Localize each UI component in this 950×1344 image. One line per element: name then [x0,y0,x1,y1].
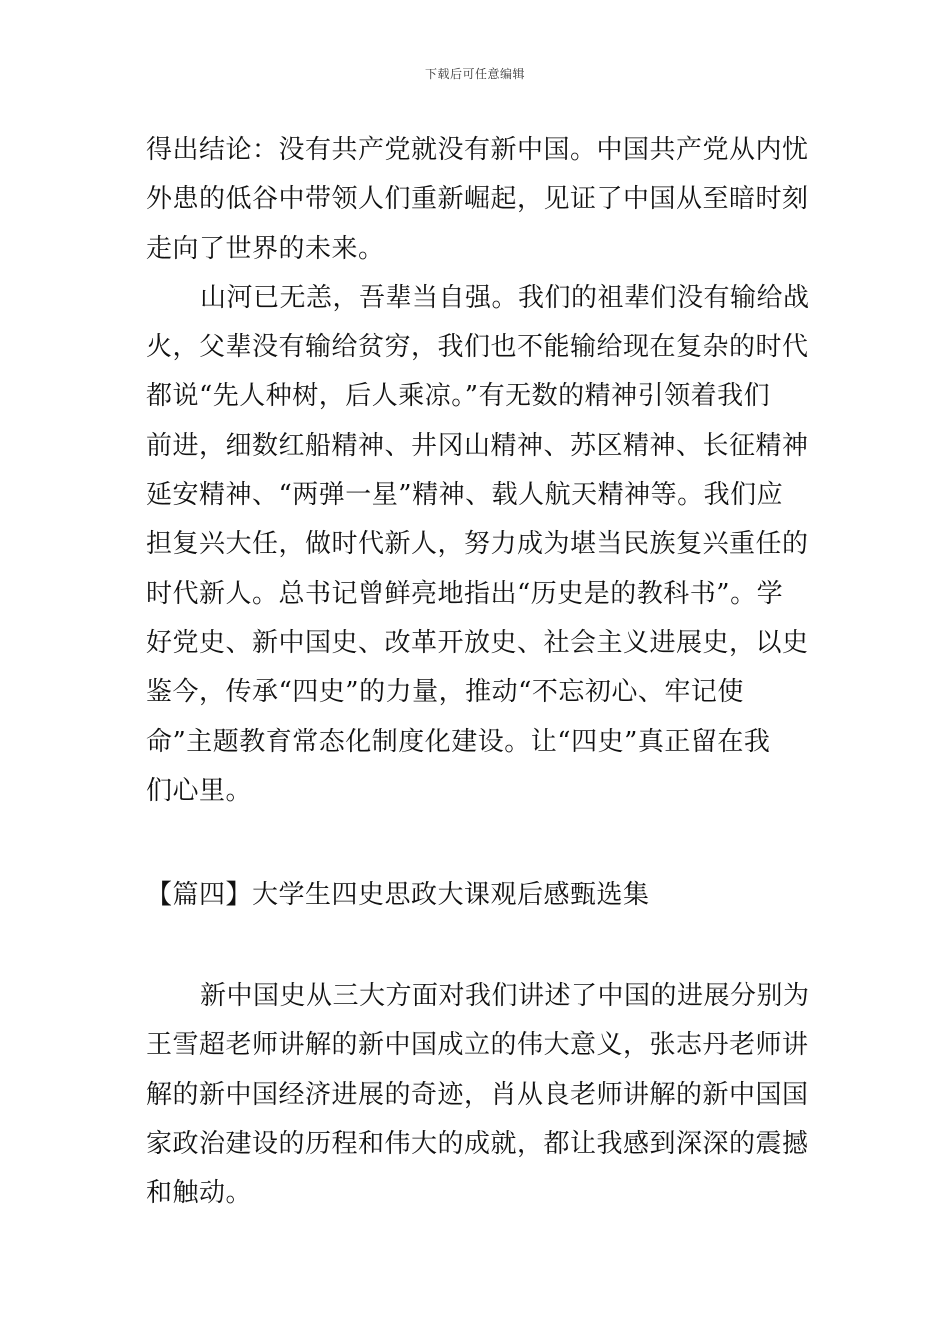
text-line: 鉴今，传承“四史”的力量，推动“不忘初心、牢记使 [146,677,744,708]
text-line: 火，父辈没有输给贫穷，我们也不能输给现在复杂的时代 [146,332,809,363]
paragraph-1 [146,126,810,274]
text-line: 王雪超老师讲解的新中国成立的伟大意义，张志丹老师讲 [146,1030,809,1061]
text-line: 延安精神、“两弹一星”精神、载人航天精神等。我们应 [146,480,784,511]
text-line: 担复兴大任，做时代新人，努力成为堪当民族复兴重任的 [146,529,809,560]
section-heading: 【篇四】大学生四史思政大课观后感甄选集 [146,880,650,910]
text-line: 家政治建设的历程和伟大的成就，都让我感到深深的震撼 [146,1128,809,1159]
text-line: 新中国史从三大方面对我们讲述了中国的进展分别为 [200,981,810,1011]
text-line: 走向了世界的未来。 [146,233,385,264]
text-line: 都说“先人种树，后人乘凉。”有无数的精神引领着我们 [146,381,771,412]
text-line: 解的新中国经济进展的奇迹，肖从良老师讲解的新中国国 [146,1079,809,1110]
page-header-note: 下载后可任意编辑 [424,67,525,81]
document-body [146,126,810,816]
text-line: 得出结论：没有共产党就没有新中国。中国共产党从内忧 [146,135,809,165]
text-line: 外患的低谷中带领人们重新崛起，见证了中国从至暗时刻 [146,184,809,215]
text-line: 命”主题教育常态化制度化建设。让“四史”真正留在我 [146,726,771,757]
text-line: 山河已无恙，吾辈当自强。我们的祖辈们没有输给战 [200,282,810,313]
paragraph-2 [146,274,810,816]
text-line: 前进，细数红船精神、井冈山精神、苏区精神、长征精神 [146,430,809,461]
text-line: 时代新人。总书记曾鲜亮地指出“历史是的教科书”。学 [146,578,784,609]
text-line: 好党史、新中国史、改革开放史、社会主义进展史，以史 [146,627,809,658]
text-line: 们心里。 [146,775,253,806]
text-line: 和触动。 [146,1178,253,1209]
paragraph-3 [146,972,810,1218]
